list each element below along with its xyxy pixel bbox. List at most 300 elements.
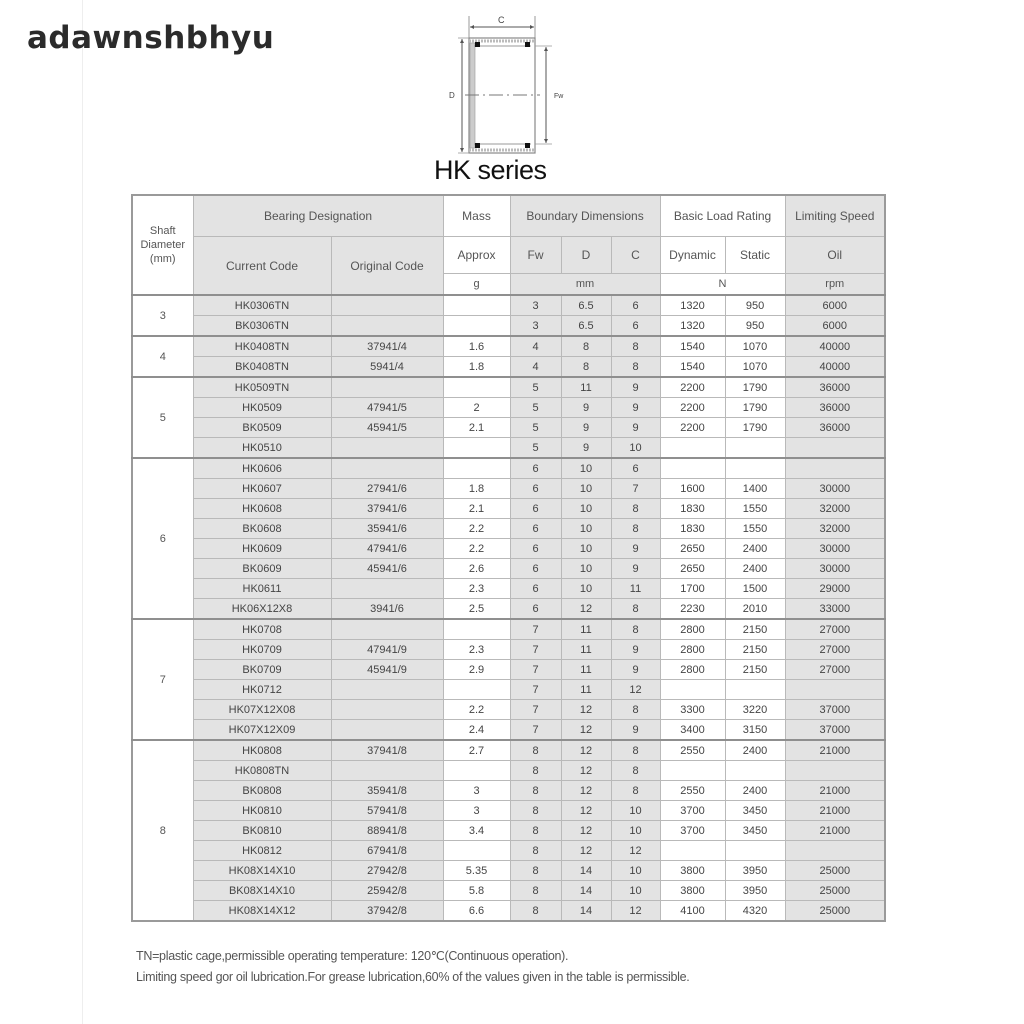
- dynamic-load-cell: [660, 841, 725, 861]
- static-load-cell: 1070: [725, 357, 785, 378]
- current-code-cell: HK0812: [193, 841, 331, 861]
- table-row: [132, 479, 885, 499]
- d-cell: 11: [561, 619, 611, 640]
- c-cell: 9: [611, 559, 660, 579]
- fw-cell: 8: [510, 801, 561, 821]
- current-code-cell: HK0607: [193, 479, 331, 499]
- mass-cell: [443, 619, 510, 640]
- mass-cell: [443, 761, 510, 781]
- static-load-cell: [725, 841, 785, 861]
- dynamic-load-cell: 2800: [660, 619, 725, 640]
- d-cell: 12: [561, 700, 611, 720]
- static-load-cell: 2400: [725, 740, 785, 761]
- static-load-cell: 1790: [725, 377, 785, 398]
- d-cell: 9: [561, 398, 611, 418]
- table-row: [132, 740, 885, 761]
- dynamic-load-cell: 1600: [660, 479, 725, 499]
- c-cell: 6: [611, 295, 660, 316]
- dynamic-load-cell: 1830: [660, 519, 725, 539]
- mass-cell: 2.3: [443, 640, 510, 660]
- mass-cell: 1.6: [443, 336, 510, 357]
- original-code-cell: 37941/4: [331, 336, 443, 357]
- dynamic-load-cell: 2550: [660, 740, 725, 761]
- c-cell: 12: [611, 901, 660, 922]
- c-cell: 9: [611, 640, 660, 660]
- oil-speed-cell: 32000: [785, 499, 885, 519]
- table-row: [132, 398, 885, 418]
- fw-cell: 5: [510, 438, 561, 459]
- oil-speed-cell: [785, 438, 885, 459]
- current-code-cell: HK0606: [193, 458, 331, 479]
- original-code-cell: 47941/5: [331, 398, 443, 418]
- table-row: [132, 438, 885, 459]
- oil-speed-cell: 36000: [785, 418, 885, 438]
- fw-cell: 6: [510, 519, 561, 539]
- oil-speed-cell: 33000: [785, 599, 885, 620]
- mass-cell: 2.1: [443, 418, 510, 438]
- fw-cell: 6: [510, 559, 561, 579]
- c-cell: 8: [611, 357, 660, 378]
- dynamic-load-cell: 3800: [660, 881, 725, 901]
- current-code-cell: HK07X12X08: [193, 700, 331, 720]
- table-row: [132, 316, 885, 337]
- mass-cell: [443, 680, 510, 700]
- c-cell: 12: [611, 680, 660, 700]
- d-cell: 12: [561, 821, 611, 841]
- original-code-cell: [331, 761, 443, 781]
- c-cell: 9: [611, 720, 660, 741]
- mass-cell: 3.4: [443, 821, 510, 841]
- dynamic-load-cell: 2650: [660, 559, 725, 579]
- static-load-cell: 1790: [725, 418, 785, 438]
- original-code-cell: 37941/6: [331, 499, 443, 519]
- fw-cell: 8: [510, 761, 561, 781]
- current-code-cell: BK0609: [193, 559, 331, 579]
- oil-speed-cell: 27000: [785, 640, 885, 660]
- table-row: [132, 499, 885, 519]
- mass-cell: 2.9: [443, 660, 510, 680]
- c-cell: 10: [611, 821, 660, 841]
- original-code-cell: 5941/4: [331, 357, 443, 378]
- table-row: [132, 579, 885, 599]
- c-cell: 10: [611, 861, 660, 881]
- dynamic-load-cell: 2800: [660, 640, 725, 660]
- dynamic-load-cell: 2200: [660, 398, 725, 418]
- oil-speed-cell: [785, 458, 885, 479]
- shaft-diameter-cell: 7: [132, 619, 193, 740]
- fw-cell: 6: [510, 579, 561, 599]
- c-cell: 9: [611, 418, 660, 438]
- d-cell: 6.5: [561, 316, 611, 337]
- original-code-cell: 45941/9: [331, 660, 443, 680]
- dynamic-load-cell: 1320: [660, 316, 725, 337]
- current-code-cell: HK0509TN: [193, 377, 331, 398]
- oil-speed-cell: 21000: [785, 781, 885, 801]
- header-oil: Oil: [785, 237, 885, 274]
- table-row: [132, 559, 885, 579]
- original-code-cell: 67941/8: [331, 841, 443, 861]
- c-cell: 10: [611, 438, 660, 459]
- page-edge-rule: [82, 0, 83, 1024]
- mass-cell: 1.8: [443, 357, 510, 378]
- current-code-cell: HK0709: [193, 640, 331, 660]
- header-fw: Fw: [510, 237, 561, 274]
- d-cell: 12: [561, 720, 611, 741]
- fw-cell: 8: [510, 781, 561, 801]
- d-cell: 12: [561, 801, 611, 821]
- shaft-diameter-cell: 6: [132, 458, 193, 619]
- header-boundary-dimensions: Boundary Dimensions: [510, 195, 660, 237]
- mass-cell: 6.6: [443, 901, 510, 922]
- oil-speed-cell: 40000: [785, 336, 885, 357]
- dynamic-load-cell: 2200: [660, 377, 725, 398]
- d-cell: 11: [561, 660, 611, 680]
- oil-speed-cell: 6000: [785, 295, 885, 316]
- header-original-code: Original Code: [331, 237, 443, 296]
- header-basic-load-rating: Basic Load Rating: [660, 195, 785, 237]
- table-row: [132, 336, 885, 357]
- original-code-cell: 25942/8: [331, 881, 443, 901]
- mass-cell: 2.2: [443, 519, 510, 539]
- dynamic-load-cell: 1700: [660, 579, 725, 599]
- shaft-diameter-cell: 4: [132, 336, 193, 377]
- mass-cell: 5.35: [443, 861, 510, 881]
- c-cell: 8: [611, 619, 660, 640]
- static-load-cell: 2400: [725, 539, 785, 559]
- d-cell: 10: [561, 559, 611, 579]
- oil-speed-cell: 40000: [785, 357, 885, 378]
- c-cell: 8: [611, 740, 660, 761]
- oil-speed-cell: [785, 841, 885, 861]
- mass-cell: 2.7: [443, 740, 510, 761]
- oil-speed-cell: 6000: [785, 316, 885, 337]
- original-code-cell: 35941/6: [331, 519, 443, 539]
- c-cell: 8: [611, 761, 660, 781]
- original-code-cell: 35941/8: [331, 781, 443, 801]
- current-code-cell: HK0611: [193, 579, 331, 599]
- original-code-cell: 45941/5: [331, 418, 443, 438]
- header-load-unit: N: [660, 274, 785, 296]
- oil-speed-cell: 27000: [785, 660, 885, 680]
- header-c: C: [611, 237, 660, 274]
- d-cell: 12: [561, 761, 611, 781]
- current-code-cell: HK0408TN: [193, 336, 331, 357]
- table-row: [132, 881, 885, 901]
- svg-text:D: D: [449, 91, 455, 100]
- oil-speed-cell: 27000: [785, 619, 885, 640]
- fw-cell: 6: [510, 458, 561, 479]
- oil-speed-cell: 30000: [785, 559, 885, 579]
- shaft-diameter-cell: 5: [132, 377, 193, 458]
- dynamic-load-cell: 3700: [660, 821, 725, 841]
- table-row: [132, 458, 885, 479]
- original-code-cell: 47941/6: [331, 539, 443, 559]
- fw-cell: 6: [510, 479, 561, 499]
- c-cell: 10: [611, 801, 660, 821]
- dynamic-load-cell: 2650: [660, 539, 725, 559]
- static-load-cell: 1400: [725, 479, 785, 499]
- header-bearing-designation: Bearing Designation: [193, 195, 443, 237]
- c-cell: 11: [611, 579, 660, 599]
- bearing-diagram: [440, 8, 590, 158]
- d-cell: 9: [561, 418, 611, 438]
- static-load-cell: 1550: [725, 519, 785, 539]
- c-cell: 8: [611, 599, 660, 620]
- mass-cell: 3: [443, 781, 510, 801]
- mass-cell: [443, 841, 510, 861]
- dynamic-load-cell: 1540: [660, 336, 725, 357]
- original-code-cell: 88941/8: [331, 821, 443, 841]
- header-approx: Approx: [443, 237, 510, 274]
- original-code-cell: [331, 700, 443, 720]
- svg-text:C: C: [498, 15, 505, 25]
- mass-cell: 1.8: [443, 479, 510, 499]
- d-cell: 14: [561, 881, 611, 901]
- dynamic-load-cell: 2550: [660, 781, 725, 801]
- static-load-cell: 1070: [725, 336, 785, 357]
- table-row: [132, 761, 885, 781]
- dynamic-load-cell: [660, 458, 725, 479]
- original-code-cell: [331, 680, 443, 700]
- static-load-cell: 3950: [725, 861, 785, 881]
- static-load-cell: 2400: [725, 781, 785, 801]
- d-cell: 10: [561, 539, 611, 559]
- oil-speed-cell: 32000: [785, 519, 885, 539]
- mass-cell: 5.8: [443, 881, 510, 901]
- static-load-cell: [725, 438, 785, 459]
- d-cell: 8: [561, 357, 611, 378]
- dynamic-load-cell: 1830: [660, 499, 725, 519]
- fw-cell: 4: [510, 336, 561, 357]
- current-code-cell: HK08X14X12: [193, 901, 331, 922]
- static-load-cell: 3450: [725, 801, 785, 821]
- c-cell: 7: [611, 479, 660, 499]
- fw-cell: 8: [510, 740, 561, 761]
- table-row: [132, 660, 885, 680]
- original-code-cell: [331, 377, 443, 398]
- d-cell: 12: [561, 740, 611, 761]
- current-code-cell: HK0708: [193, 619, 331, 640]
- fw-cell: 5: [510, 398, 561, 418]
- c-cell: 9: [611, 660, 660, 680]
- fw-cell: 5: [510, 377, 561, 398]
- current-code-cell: BK08X14X10: [193, 881, 331, 901]
- d-cell: 9: [561, 438, 611, 459]
- fw-cell: 8: [510, 821, 561, 841]
- current-code-cell: HK0808: [193, 740, 331, 761]
- header-dim-unit: mm: [510, 274, 660, 296]
- current-code-cell: BK0509: [193, 418, 331, 438]
- current-code-cell: BK0608: [193, 519, 331, 539]
- current-code-cell: HK07X12X09: [193, 720, 331, 741]
- mass-cell: [443, 438, 510, 459]
- table-row: [132, 418, 885, 438]
- oil-speed-cell: 36000: [785, 377, 885, 398]
- dynamic-load-cell: 2230: [660, 599, 725, 620]
- original-code-cell: [331, 579, 443, 599]
- fw-cell: 7: [510, 720, 561, 741]
- original-code-cell: 27941/6: [331, 479, 443, 499]
- oil-speed-cell: 36000: [785, 398, 885, 418]
- dynamic-load-cell: 2200: [660, 418, 725, 438]
- table-row: [132, 901, 885, 922]
- fw-cell: 7: [510, 640, 561, 660]
- mass-cell: [443, 377, 510, 398]
- static-load-cell: 3220: [725, 700, 785, 720]
- oil-speed-cell: 30000: [785, 479, 885, 499]
- fw-cell: 7: [510, 700, 561, 720]
- svg-text:Fw: Fw: [554, 93, 564, 100]
- current-code-cell: HK0509: [193, 398, 331, 418]
- oil-speed-cell: 30000: [785, 539, 885, 559]
- original-code-cell: 27942/8: [331, 861, 443, 881]
- d-cell: 11: [561, 640, 611, 660]
- spec-table-body: [132, 295, 885, 921]
- diagram-caption: HK series: [434, 155, 547, 185]
- fw-cell: 3: [510, 295, 561, 316]
- dynamic-load-cell: 2800: [660, 660, 725, 680]
- oil-speed-cell: 29000: [785, 579, 885, 599]
- d-cell: 14: [561, 861, 611, 881]
- original-code-cell: 3941/6: [331, 599, 443, 620]
- current-code-cell: HK0810: [193, 801, 331, 821]
- d-cell: 12: [561, 781, 611, 801]
- table-row: [132, 781, 885, 801]
- current-code-cell: BK0810: [193, 821, 331, 841]
- original-code-cell: 37941/8: [331, 740, 443, 761]
- fw-cell: 7: [510, 619, 561, 640]
- original-code-cell: [331, 295, 443, 316]
- current-code-cell: BK0808: [193, 781, 331, 801]
- dynamic-load-cell: [660, 438, 725, 459]
- original-code-cell: [331, 720, 443, 741]
- header-mass-unit: g: [443, 274, 510, 296]
- c-cell: 9: [611, 398, 660, 418]
- hk-series-spec-table: [131, 194, 886, 922]
- header-mass: Mass: [443, 195, 510, 237]
- mass-cell: 2.6: [443, 559, 510, 579]
- mass-cell: 2.1: [443, 499, 510, 519]
- mass-cell: 2: [443, 398, 510, 418]
- dynamic-load-cell: 1540: [660, 357, 725, 378]
- d-cell: 10: [561, 579, 611, 599]
- c-cell: 8: [611, 781, 660, 801]
- fw-cell: 4: [510, 357, 561, 378]
- table-row: [132, 720, 885, 741]
- static-load-cell: 1790: [725, 398, 785, 418]
- d-cell: 11: [561, 377, 611, 398]
- d-cell: 10: [561, 479, 611, 499]
- static-load-cell: 3950: [725, 881, 785, 901]
- header-current-code: Current Code: [193, 237, 331, 296]
- header-shaft-diameter: Shaft Diameter (mm): [132, 195, 193, 295]
- header-speed-unit: rpm: [785, 274, 885, 296]
- oil-speed-cell: 25000: [785, 861, 885, 881]
- d-cell: 10: [561, 519, 611, 539]
- static-load-cell: 2150: [725, 619, 785, 640]
- footnote-tn: TN=plastic cage,permissible operating temperature: 120℃(Continuous operation).: [136, 949, 569, 963]
- bearing-cross-section-icon: [440, 8, 590, 158]
- footnotes: [136, 946, 689, 988]
- d-cell: 10: [561, 499, 611, 519]
- dynamic-load-cell: 4100: [660, 901, 725, 922]
- table-row: [132, 357, 885, 378]
- original-code-cell: [331, 458, 443, 479]
- d-cell: 6.5: [561, 295, 611, 316]
- current-code-cell: HK0510: [193, 438, 331, 459]
- oil-speed-cell: 25000: [785, 881, 885, 901]
- fw-cell: 6: [510, 539, 561, 559]
- static-load-cell: 950: [725, 295, 785, 316]
- static-load-cell: 1500: [725, 579, 785, 599]
- static-load-cell: 1550: [725, 499, 785, 519]
- table-row: [132, 861, 885, 881]
- c-cell: 6: [611, 316, 660, 337]
- c-cell: 9: [611, 539, 660, 559]
- table-row: [132, 519, 885, 539]
- oil-speed-cell: 21000: [785, 821, 885, 841]
- oil-speed-cell: 25000: [785, 901, 885, 922]
- static-load-cell: 3150: [725, 720, 785, 741]
- mass-cell: [443, 458, 510, 479]
- dynamic-load-cell: 3700: [660, 801, 725, 821]
- mass-cell: 3: [443, 801, 510, 821]
- static-load-cell: 950: [725, 316, 785, 337]
- current-code-cell: HK0609: [193, 539, 331, 559]
- mass-cell: 2.3: [443, 579, 510, 599]
- current-code-cell: BK0709: [193, 660, 331, 680]
- dynamic-load-cell: 1320: [660, 295, 725, 316]
- footnote-limiting-speed: Limiting speed gor oil lubrication.For grease lubrication,60% of the values given in the table is permissible.: [136, 970, 690, 984]
- watermark-text: adawnshbhyu: [27, 20, 275, 56]
- current-code-cell: BK0306TN: [193, 316, 331, 337]
- static-load-cell: 2150: [725, 640, 785, 660]
- fw-cell: 8: [510, 861, 561, 881]
- current-code-cell: BK0408TN: [193, 357, 331, 378]
- fw-cell: 8: [510, 841, 561, 861]
- table-row: [132, 640, 885, 660]
- dynamic-load-cell: 3400: [660, 720, 725, 741]
- d-cell: 12: [561, 841, 611, 861]
- header-limiting-speed: Limiting Speed: [785, 195, 885, 237]
- fw-cell: 6: [510, 599, 561, 620]
- d-cell: 10: [561, 458, 611, 479]
- header-d: D: [561, 237, 611, 274]
- static-load-cell: [725, 458, 785, 479]
- table-row: [132, 801, 885, 821]
- current-code-cell: HK06X12X8: [193, 599, 331, 620]
- original-code-cell: [331, 438, 443, 459]
- static-load-cell: [725, 680, 785, 700]
- header-dynamic: Dynamic: [660, 237, 725, 274]
- c-cell: 8: [611, 519, 660, 539]
- fw-cell: 3: [510, 316, 561, 337]
- dynamic-load-cell: 3800: [660, 861, 725, 881]
- d-cell: 8: [561, 336, 611, 357]
- table-row: [132, 841, 885, 861]
- fw-cell: 8: [510, 881, 561, 901]
- table-row: [132, 680, 885, 700]
- oil-speed-cell: [785, 761, 885, 781]
- fw-cell: 6: [510, 499, 561, 519]
- d-cell: 11: [561, 680, 611, 700]
- mass-cell: [443, 316, 510, 337]
- dynamic-load-cell: 3300: [660, 700, 725, 720]
- current-code-cell: HK0306TN: [193, 295, 331, 316]
- oil-speed-cell: [785, 680, 885, 700]
- c-cell: 6: [611, 458, 660, 479]
- fw-cell: 5: [510, 418, 561, 438]
